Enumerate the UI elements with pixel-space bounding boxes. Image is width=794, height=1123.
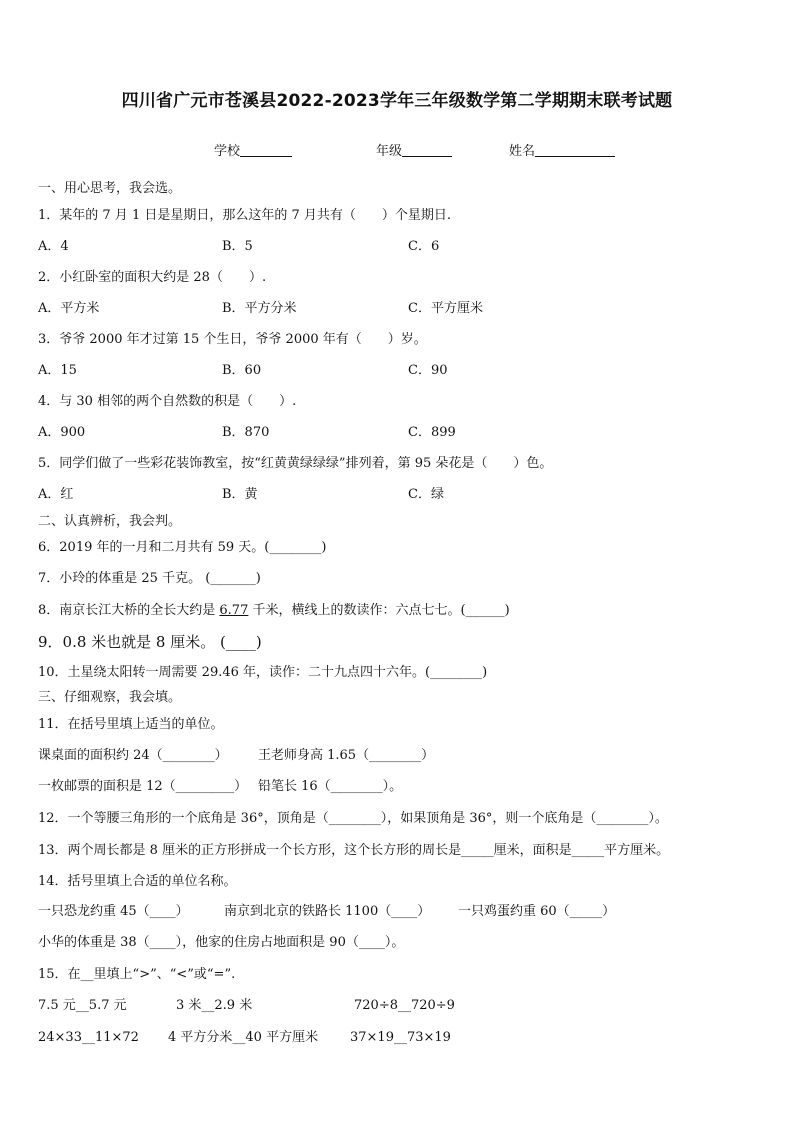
exam-title: 四川省广元市苍溪县2022-2023学年三年级数学第二学期期末联考试题 — [121, 91, 673, 111]
q14-egg-weight: 一只鸡蛋约重 60（_____） — [458, 904, 616, 919]
q15-compare-meter: 3 米__2.9 米 — [176, 998, 253, 1013]
question-3: 3．爷爷 2000 年才过第 15 个生日，爷爷 2000 年有（ ）岁。 — [38, 332, 427, 347]
name-field — [509, 140, 615, 159]
question-6: 6．2019 年的一月和二月共有 59 天。(________) — [38, 540, 327, 555]
q5-option-b: B．黄 — [222, 487, 258, 502]
q1-option-a: A．4 — [38, 239, 69, 254]
question-7: 7．小玲的体重是 25 千克。 (_______) — [38, 571, 261, 586]
question-14: 14．括号里填上合适的单位名称。 — [38, 874, 237, 889]
q5-option-c: C．绿 — [408, 487, 444, 502]
q11-stamp-area: 一枚邮票的面积是 12（_________） — [38, 779, 248, 794]
q5-option-a: A．红 — [38, 487, 74, 502]
q2-option-c: C．平方厘米 — [408, 301, 483, 316]
section-heading-3: 三、仔细观察，我会填。 — [38, 690, 182, 705]
q8-underlined-number: 6.77 — [219, 603, 249, 618]
question-2: 2．小红卧室的面积大约是 28（ ）. — [38, 270, 267, 285]
grade-blank[interactable] — [402, 143, 452, 157]
question-1: 1．某年的 7 月 1 日是星期日，那么这年的 7 月共有（ ）个星期日. — [38, 208, 452, 223]
question-13: 13．两个周长都是 8 厘米的正方形拼成一个长方形，这个长方形的周长是_____厘米，面积是_____平方厘米。 — [38, 843, 670, 858]
section-heading-1: 一、用心思考，我会选。 — [38, 181, 182, 196]
q8-text-start: 8．南京长江大桥的全长大约是 — [38, 603, 220, 618]
q4-option-c: C．899 — [408, 425, 456, 440]
school-label: 学校 — [214, 144, 241, 159]
question-12: 12．一个等腰三角形的一个底角是 36°，顶角是（________），如果顶角是 36°，则一个底角是（________）。 — [38, 811, 668, 826]
q15-compare-division: 720÷8__720÷9 — [354, 998, 455, 1013]
q4-option-a: A．900 — [38, 425, 86, 440]
q14-dinosaur-weight: 一只恐龙约重 45（____） — [38, 904, 189, 919]
q2-option-a: A．平方米 — [38, 301, 100, 316]
question-9: 9．0.8 米也就是 8 厘米。 (____) — [38, 633, 262, 651]
q3-option-b: B．60 — [222, 363, 262, 378]
grade-label: 年级 — [376, 144, 403, 159]
q11-pencil-length: 铅笔长 16（________）。 — [258, 779, 403, 794]
q3-option-a: A．15 — [38, 363, 77, 378]
name-label: 姓名 — [509, 144, 536, 159]
grade-field — [376, 140, 452, 159]
name-blank[interactable] — [535, 143, 615, 157]
q14-railway-length: 南京到北京的铁路长 1100（____） — [224, 904, 431, 919]
question-10: 10．土星绕太阳转一周需要 29.46 年，读作：二十九点四十六年。(________) — [38, 665, 488, 680]
school-field — [214, 140, 292, 159]
question-8 — [38, 603, 510, 619]
q3-option-c: C．90 — [408, 363, 448, 378]
q11-desk-area: 课桌面的面积约 24（________） — [38, 748, 228, 763]
section-heading-2: 二、认真辨析，我会判。 — [38, 514, 182, 529]
question-11: 11．在括号里填上适当的单位。 — [38, 717, 224, 732]
q15-compare-area: 4 平方分米__40 平方厘米 — [168, 1030, 319, 1045]
question-15: 15．在__里填上“>”、“<”或“=”. — [38, 967, 236, 982]
q11-teacher-height: 王老师身高 1.65（________） — [258, 748, 435, 763]
q15-compare-yuan: 7.5 元__5.7 元 — [38, 998, 127, 1013]
q1-option-b: B．5 — [222, 239, 253, 254]
q1-option-c: C．6 — [408, 239, 440, 254]
question-5: 5．同学们做了一些彩花装饰教室，按“红黄黄绿绿绿”排列着，第 95 朵花是（ ）色。 — [38, 456, 553, 471]
q2-option-b: B．平方分米 — [222, 301, 297, 316]
q15-compare-product-1: 24×33__11×72 — [38, 1030, 139, 1045]
q4-option-b: B．870 — [222, 425, 270, 440]
question-4: 4．与 30 相邻的两个自然数的积是（ ）. — [38, 394, 297, 409]
q14-xiaohua-line: 小华的体重是 38（____），他家的住房占地面积是 90（____）。 — [38, 935, 405, 950]
q8-text-end: 千米，横线上的数读作：六点七七。(______) — [248, 603, 510, 618]
school-blank[interactable] — [240, 143, 292, 157]
q15-compare-product-2: 37×19__73×19 — [350, 1030, 451, 1045]
